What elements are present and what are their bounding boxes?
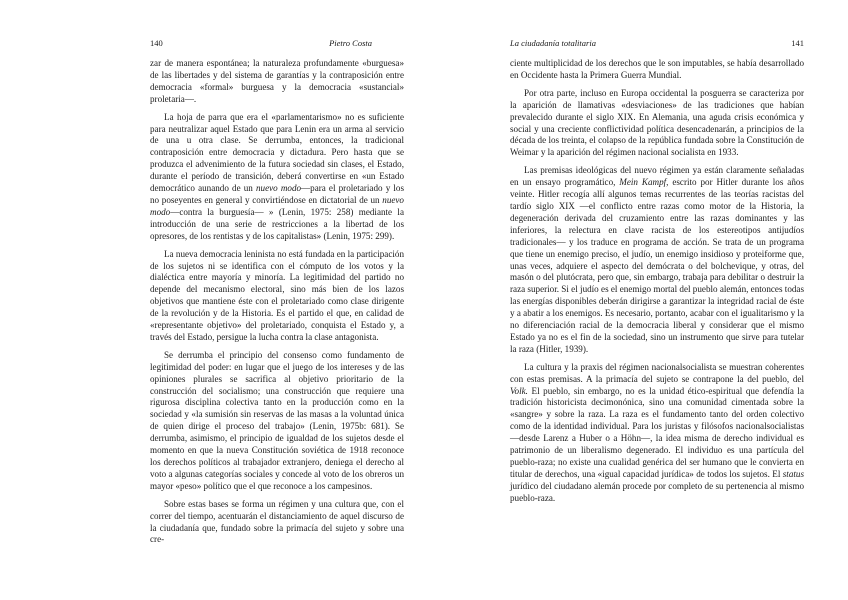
left-p2-emphasis-1: nuevo modo [255,183,302,194]
right-page [424,0,848,600]
right-paragraph-3 [510,165,804,356]
left-p2-text-b: —para el proletariado y los no poseyentes en general y convirtiéndose en dictatorial de un [150,183,404,205]
right-page-body [510,58,804,505]
left-paragraph-1: zar de manera espontánea; la naturaleza profundamente «burguesa» de las libertades y del sistema de garantías y la contraposición entre democracia «formal» burguesa y la democracia «sustancial» proletaria—. [150,58,404,104]
right-page-header [510,38,804,58]
right-paragraph-4 [510,362,804,505]
left-page-header [150,38,404,58]
left-p2-emphasis-2: nuevo modo [150,194,404,217]
left-p2-text-c: —contra la burguesía— » (Lenin, 1975: 258) mediante la introducción de una serie de restricciones a la libertad de los opresores, de los rentistas y de los capitalistas» (Lenin, 1975: 299). [150,206,404,241]
right-p4-emphasis-2: status [782,468,804,479]
right-p3-text-b: escrito por Hitler durante los años veinte. Hitler recogía allí algunos temas recurrentes de las teorías racistas del tardío siglo XIX —el conflicto entre razas como motor de la Historia, la degeneración derivada del cruzamiento entre las razas dominantes y las inferiores, la relectura en clave racista de los estereotipos antijudíos tradicionales— y los traduce en programa de acción. Se trata de un programa que tiene un enemigo preciso, el judío, un enemigo insidioso y proteiforme que, unas veces, adquiere el aspecto del demócrata o del bolchevique, y otras, del masón o del plutócrata, pero que, sin embargo, trabaja para debilitar o destruir la raza superior. Si el judío es el enemigo mortal del pueblo alemán, entonces todas las energías disponibles deberán dirigirse a garantizar la integridad racial de éste y a abatir a los enemigos. Es necesario, portanto, acabar con el igualitarismo y la no diferenciación racial de la democracia liberal y considerar que el mismo Estado ya no es el fin de la sociedad, sino un instrumento que sirve para tutelar la raza (Hitler, 1939). [510,177,804,354]
right-p4-text-a: La cultura y la praxis del régimen nacionalsocialista se muestran coherentes con estas premisas. A la primacía del sujeto se contrapone la del pueblo, del [510,361,804,384]
right-running-head: La ciudadanía totalitaria [510,38,596,48]
right-p4-text-b: El pueblo, sin embargo, no es la unidad ético-espiritual que defendía la tradición historicista decimonónica, sino una comunidad cimentada sobre la «sangre» y sobre la raza. La raza es el fundamento tanto del orden colectivo como de la identidad individual. Para los juristas y filósofos nacionalsocialistas —desde Larenz a Huber o a Höhn—, la idea misma de derecho individual es patrimonio de un liberalismo degenerado. El individuo es una partícula del pueblo-raza; no existe una cualidad genérica del ser humano que le convierta en titular de derechos, una «igual capacidad jurídica» de todos los sujetos. El [510,385,804,479]
right-paragraph-2: Por otra parte, incluso en Europa occidental la posguerra se caracteriza por la aparición de llamativas «desviaciones» de las tradiciones que habían prevalecido durante el siglo XIX. En Alemania, una aguda crisis económica y social y una creciente conflictividad política desencadenarán, a principios de la década de los treinta, el colapso de la república fundada sobre la Constitución de Weimar y la aparición del régimen nacional socialista en 1933. [510,87,804,158]
right-page-number: 141 [791,38,804,48]
right-p3-emphasis-1: Mein Kampf, [619,177,669,188]
left-paragraph-2 [150,112,404,243]
left-page-body [150,58,404,546]
right-paragraph-1: ciente multiplicidad de los derechos que le son imputables, se había desarrollado en Occidente hasta la Primera Guerra Mundial. [510,58,804,80]
left-page-number: 140 [150,38,163,48]
left-running-head: Pietro Costa [329,38,372,48]
left-p2-text-a: La hoja de parra que era el «parlamentarismo» no es suficiente para neutralizar aquel Estado que para Lenin era un arma al servicio de una u otra clase. Se derrumba, entonces, la tradicional contraposición entre democracia y dictadura. Pero hasta que se produzca el advenimiento de la futura sociedad sin clases, el Estado, durante el período de transición, deberá convertirse en «un Estado democrático aunando de un [150,111,404,194]
right-p4-emphasis-1: Volk. [510,385,528,396]
right-p3-text-a: Las premisas ideológicas del nuevo régimen ya están claramente señaladas en un ensayo programático, [510,165,804,188]
left-paragraph-4: Se derrumba el principio del consenso como fundamento de legitimidad del poder: en lugar que el juego de los intereses y de las opiniones plurales se sacrifica al objetivo prioritario de la construcción del socialismo; una construcción que requiere una rigurosa disciplina colectiva tanto en la producción como en la sociedad y «la sumisión sin reservas de las masas a la voluntad única de quien dirige el proceso del trabajo» (Lenin, 1975b: 681). Se derrumba, asimismo, el principio de igualdad de los sujetos desde el momento en que la nueva Constitución soviética de 1918 reconoce los derechos políticos al trabajador extranjero, deniega el derecho al voto a algunas categorías sociales y concede al voto de los obreros un mayor «peso» político que el que reconoce a los campesinos. [150,349,404,491]
left-paragraph-5: Sobre estas bases se forma un régimen y una cultura que, con el correr del tiempo, acentuarán el distanciamiento de aquel discurso de la ciudadanía que, fundado sobre la primacía del sujeto y sobre una cre- [150,498,404,545]
right-p4-text-c: jurídico del ciudadano alemán procede por completo de su pertenencia al mismo pueblo-raza. [510,480,804,503]
left-paragraph-3: La nueva democracia leninista no está fundada en la participación de los sujetos ni se identifica con el cómputo de los votos y la dialéctica entre mayoría y minoría. La legitimidad del partido no depende del mecanismo electoral, sino más bien de los lazos objetivos que mantiene éste con el proletariado como clase dirigente de la revolución y de la Historia. Es el partido el que, en calidad de «representante objetivo» del proletariado, conquista el Estado y, a través del Estado, persigue la lucha contra la clase antagonista. [150,248,404,342]
